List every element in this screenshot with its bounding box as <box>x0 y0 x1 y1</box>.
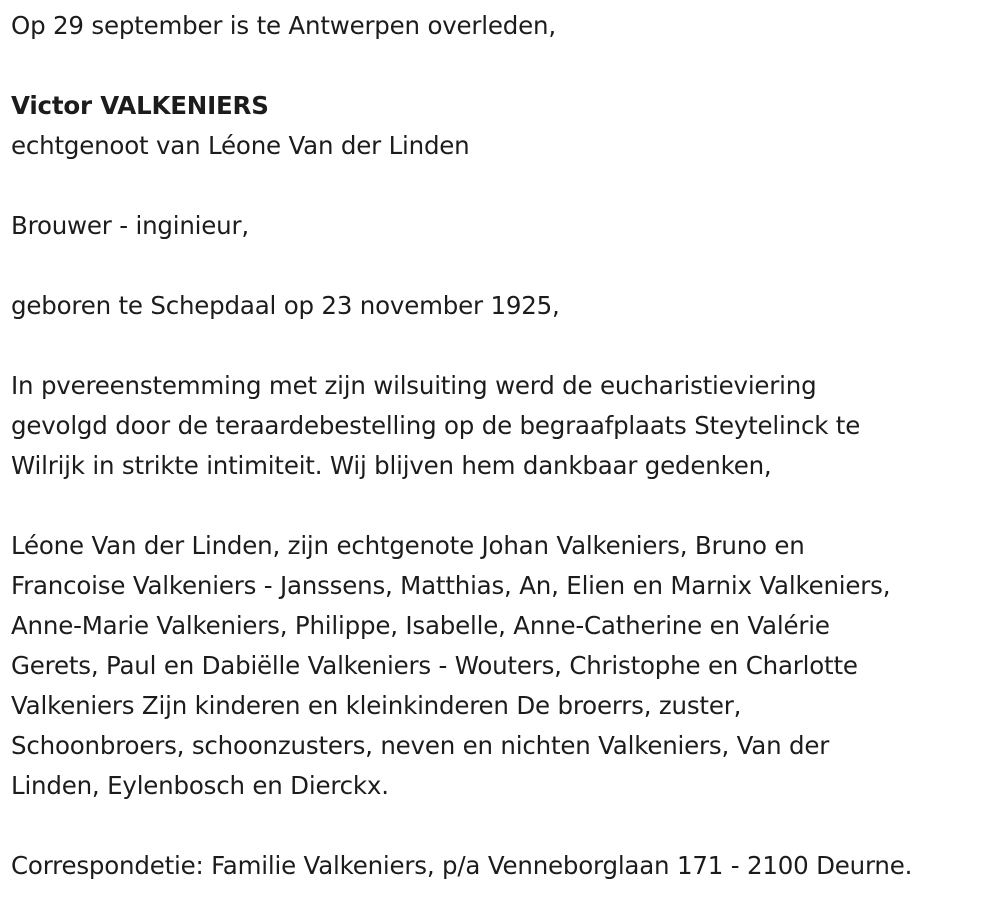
spacer <box>11 46 996 86</box>
family-line: Francoise Valkeniers - Janssens, Matthias, An, Elien en Marnix Valkeniers, <box>11 571 891 600</box>
profession-line: Brouwer - inginieur, <box>11 211 249 240</box>
family-line: Léone Van der Linden, zijn echtgenote Johan Valkeniers, Bruno en <box>11 531 805 560</box>
ceremony-line: In pvereenstemming met zijn wilsuiting werd de eucharistieviering <box>11 371 817 400</box>
ceremony-line: gevolgd door de teraardebestelling op de begraafplaats Steytelinck te <box>11 411 861 440</box>
family-line: Linden, Eylenbosch en Dierckx. <box>11 771 389 800</box>
spacer <box>11 326 996 366</box>
family-line: Valkeniers Zijn kinderen en kleinkinderen De broerrs, zuster, <box>11 691 742 720</box>
intro-line: Op 29 september is te Antwerpen overleden, <box>11 11 556 40</box>
ceremony-line: Wilrijk in strikte intimiteit. Wij blijven hem dankbaar gedenken, <box>11 451 772 480</box>
family-line: Anne-Marie Valkeniers, Philippe, Isabelle, Anne-Catherine en Valérie <box>11 611 830 640</box>
birth-line: geboren te Schepdaal op 23 november 1925, <box>11 291 560 320</box>
ceremony-paragraph <box>11 366 996 486</box>
spacer <box>11 486 996 526</box>
family-line: Gerets, Paul en Dabiëlle Valkeniers - Wouters, Christophe en Charlotte <box>11 651 858 680</box>
family-line: Schoonbroers, schoonzusters, neven en nichten Valkeniers, Van der <box>11 731 830 760</box>
spacer <box>11 806 996 846</box>
correspondence-line: Correspondetie: Familie Valkeniers, p/a Venneborglaan 171 - 2100 Deurne. <box>11 851 913 880</box>
spacer <box>11 166 996 206</box>
obituary-notice <box>11 6 996 886</box>
spouse-line: echtgenoot van Léone Van der Linden <box>11 131 470 160</box>
deceased-name: Victor VALKENIERS <box>11 91 269 120</box>
family-paragraph <box>11 526 996 806</box>
spacer <box>11 246 996 286</box>
